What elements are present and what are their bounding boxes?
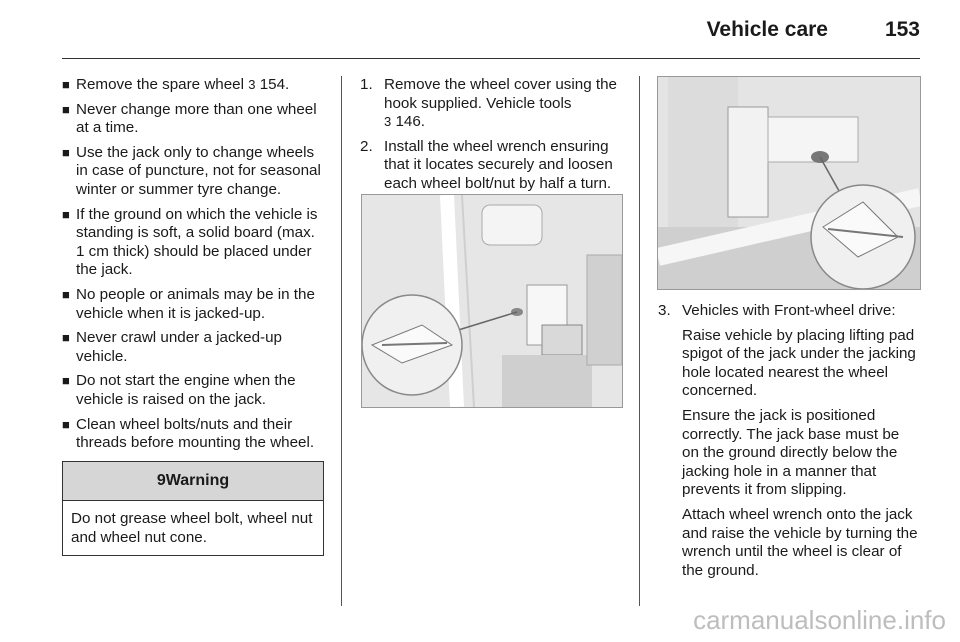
- bullet-item: ■ Use the jack only to change wheels in case of puncture, not for seasonal winter or summer tyre change.: [62, 144, 324, 200]
- step-number: 1.: [360, 76, 373, 93]
- watermark: carmanualsonline.info: [693, 605, 946, 635]
- column-divider: [341, 76, 342, 606]
- bullet-item: ■ Never crawl under a jacked-up vehicle.: [62, 329, 324, 366]
- step-item: 3. Vehicles with Front-wheel drive:: [658, 302, 896, 319]
- bullet-item: ■ No people or animals may be in the vehicle when it is jacked-up.: [62, 286, 324, 323]
- column-2: [360, 76, 622, 200]
- page-link[interactable]: 146.: [395, 113, 426, 131]
- page-number: 153: [884, 18, 920, 41]
- page-header: [62, 0, 920, 59]
- bullet-item: ■ Clean wheel bolts/nuts and their threads before mounting the wheel.: [62, 416, 324, 453]
- step-item: 1. Remove the wheel cover using the hook supplied. Vehicle tools 3 146.: [360, 76, 618, 131]
- bullet-item: ■ If the ground on which the vehicle is standing is soft, a solid board (max. 1 cm thick) should be placed under the jack.: [62, 206, 324, 280]
- column-1: [62, 76, 324, 459]
- warning-icon: 9: [156, 472, 166, 489]
- page-ref-icon: 3: [248, 77, 256, 92]
- section-title: Vehicle care: [706, 18, 828, 41]
- warning-title: Warning: [165, 472, 230, 489]
- step-paragraph: Ensure the jack is positioned correctly. The jack base must be on the ground directly below the jacking hole in a manner that prevents it from slipping.: [682, 406, 900, 499]
- page-link[interactable]: 154.: [259, 76, 290, 93]
- step-paragraph: Attach wheel wrench onto the jack and raise the vehicle by turning the wrench until the wheel is clear of the ground.: [682, 505, 918, 579]
- bullet-item: ■ Do not start the engine when the vehicle is raised on the jack.: [62, 372, 324, 409]
- wheel-wrench-illustration: [361, 194, 623, 408]
- warning-box: [62, 461, 324, 556]
- step-number: 2.: [360, 137, 373, 155]
- step-paragraph: Raise vehicle by placing lifting pad spigot of the jack under the jacking hole located nearest the wheel concerned.: [682, 326, 916, 400]
- jack-position-illustration: [657, 76, 921, 290]
- bullet-item: ■ Never change more than one wheel at a time.: [62, 101, 324, 138]
- page-ref-icon: 3: [384, 114, 392, 130]
- step-item: 2. Install the wheel wrench ensuring that it locates securely and loosen each wheel bolt/nut by half a turn.: [360, 137, 613, 192]
- warning-text: Do not grease wheel bolt, wheel nut and wheel nut cone.: [71, 510, 313, 546]
- warning-header: [63, 462, 323, 501]
- column-3: [658, 302, 920, 586]
- step-number: 3.: [658, 302, 671, 319]
- column-divider: [639, 76, 640, 606]
- bullet-item: ■ Remove the spare wheel 3 154.: [62, 76, 324, 95]
